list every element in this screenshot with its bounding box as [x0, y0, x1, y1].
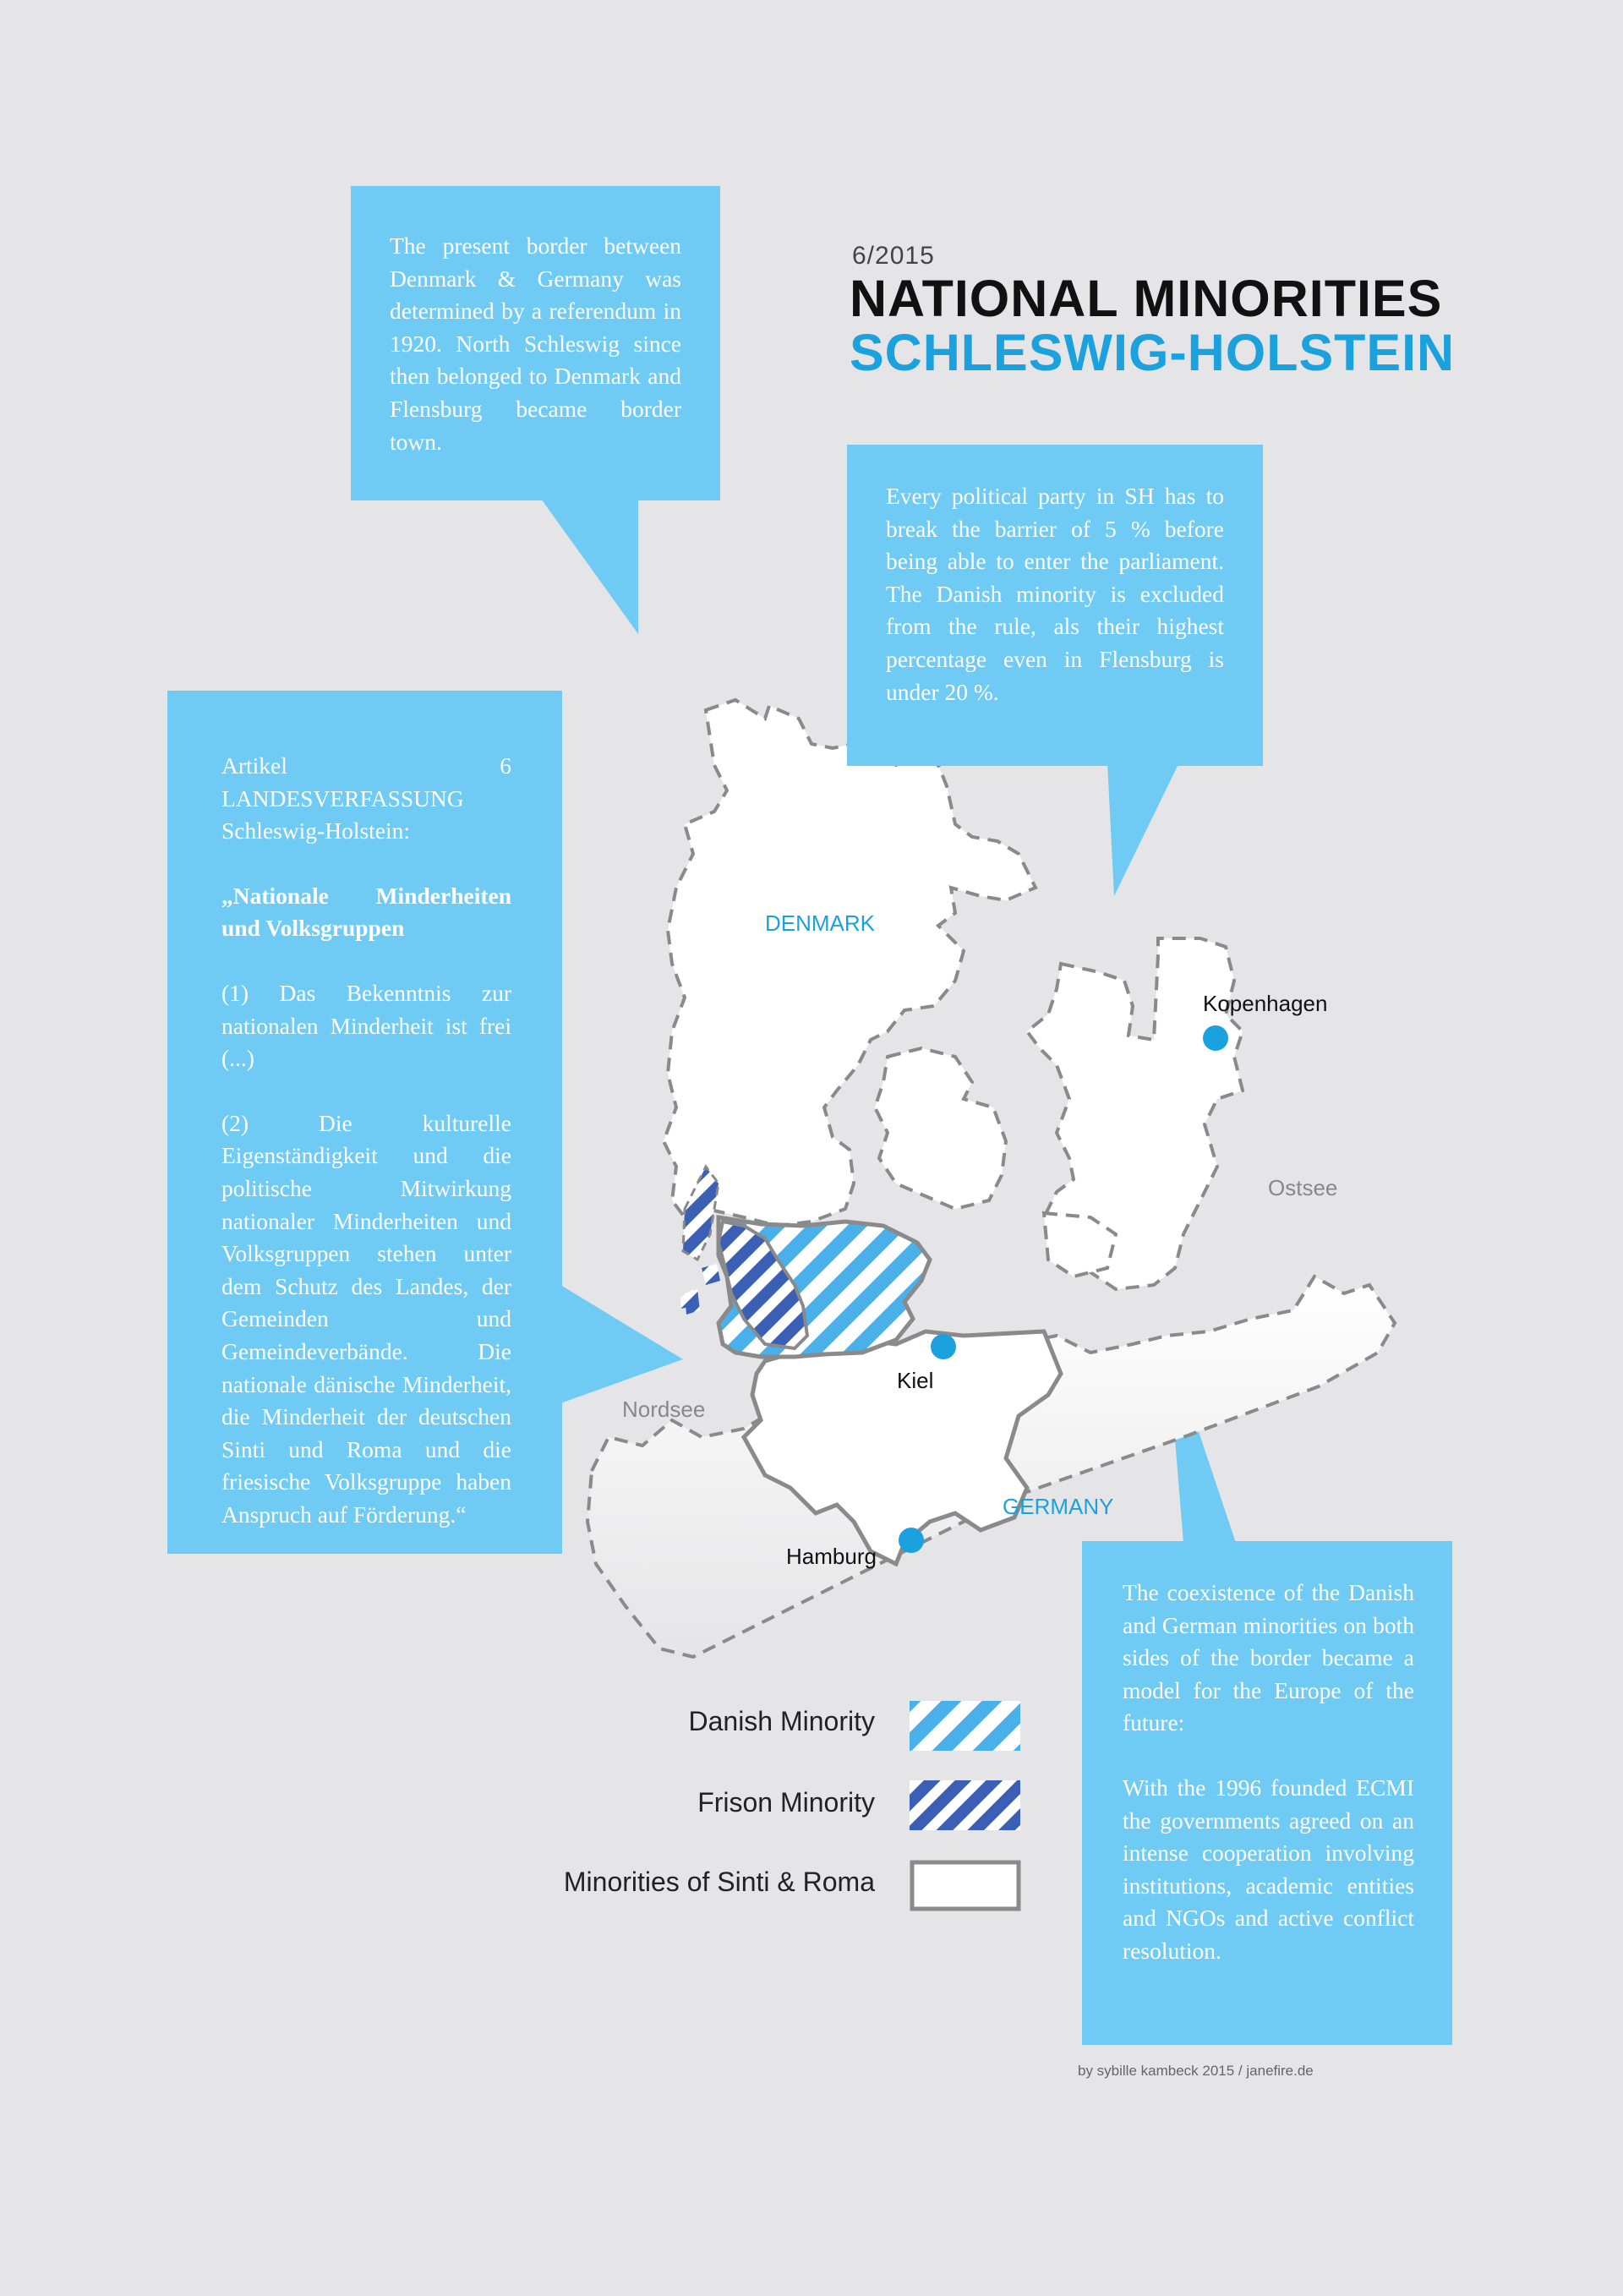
city-label-hamburg: Hamburg: [786, 1544, 877, 1569]
legend-swatch-frison: [910, 1780, 1020, 1830]
law-paragraph-1: (1) Das Bekenntnis zur nationalen Minderheit ist frei (...): [221, 979, 511, 1072]
page-subtitle: SCHLESWIG-HOLSTEIN: [850, 324, 1456, 381]
frison-island-fohr: [702, 1264, 720, 1285]
coexistence-paragraph-2: With the 1996 founded ECMI the governments agreed on an intense cooperation involving institutions, academic entities and NGOs and active conflict resolution.: [1123, 1774, 1414, 1964]
coexistence-paragraph-1: The coexistence of the Danish and German minorities on both sides of the border became a model for the Europe of the future:: [1123, 1579, 1414, 1736]
info-box-party-text: Every political party in SH has to break the barrier of 5 % before being able to enter the parliament. The Danish minority is excluded from the rule, als their highest percentage even in Flensburg is under 20 %.: [886, 483, 1224, 705]
date-label: 6/2015: [852, 242, 935, 270]
legend-label-danish: Danish Minority: [688, 1706, 875, 1736]
legend-swatch-danish: [910, 1701, 1020, 1751]
city-dot-hamburg: [899, 1528, 924, 1553]
bubble-tail-law: [560, 1285, 683, 1403]
page-title: NATIONAL MINORITIES: [850, 270, 1443, 327]
city-dot-kiel: [931, 1334, 956, 1359]
frison-island-pellworm: [680, 1289, 693, 1309]
law-intro: Artikel 6 LANDESVERFASSUNG Schleswig-Holstein:: [221, 752, 511, 845]
funen-island: [875, 1048, 1006, 1209]
city-dot-kopenhagen: [1203, 1025, 1228, 1051]
credit-line: by sybille kambeck 2015 / janefire.de: [1078, 2063, 1314, 2079]
info-box-border-text: The present border between Denmark & Germany was determined by a referendum in 1920. North Schleswig since then belonged to Denmark and Flensburg became border town.: [390, 232, 681, 455]
bubble-tail-party: [1107, 763, 1179, 896]
info-box-law: [167, 691, 562, 1554]
legend-swatch-sinti: [912, 1862, 1019, 1909]
law-heading: „Nationale Minderheiten und Volksgruppen: [221, 882, 511, 942]
info-box-party: [847, 445, 1263, 766]
sea-label-nordsee: Nordsee: [622, 1397, 706, 1422]
info-box-coexistence: [1082, 1541, 1452, 2045]
city-label-kopenhagen: Kopenhagen: [1203, 991, 1328, 1016]
sea-label-ostsee: Ostsee: [1268, 1175, 1338, 1200]
legend-label-sinti: Minorities of Sinti & Roma: [563, 1867, 875, 1897]
law-paragraph-2: (2) Die kulturelle Eigenständigkeit und die politische Mitwirkung nationaler Minderheiten und Volksgruppen stehen unter dem Schutz des Landes, der Gemeinden und Gemeindeverbände. Die nationale dänische Minderheit, die Minderheit der deutschen Sinti und Roma und die friesische Volksgruppe haben Anspruch auf Förderung.“: [221, 1109, 511, 1528]
country-label-germany: GERMANY: [1003, 1494, 1114, 1519]
city-label-kiel: Kiel: [897, 1368, 934, 1393]
legend-label-frison: Frison Minority: [697, 1787, 875, 1818]
info-box-border: [351, 186, 720, 500]
country-label-denmark: DENMARK: [765, 910, 876, 936]
bubble-tail-border: [541, 499, 638, 634]
